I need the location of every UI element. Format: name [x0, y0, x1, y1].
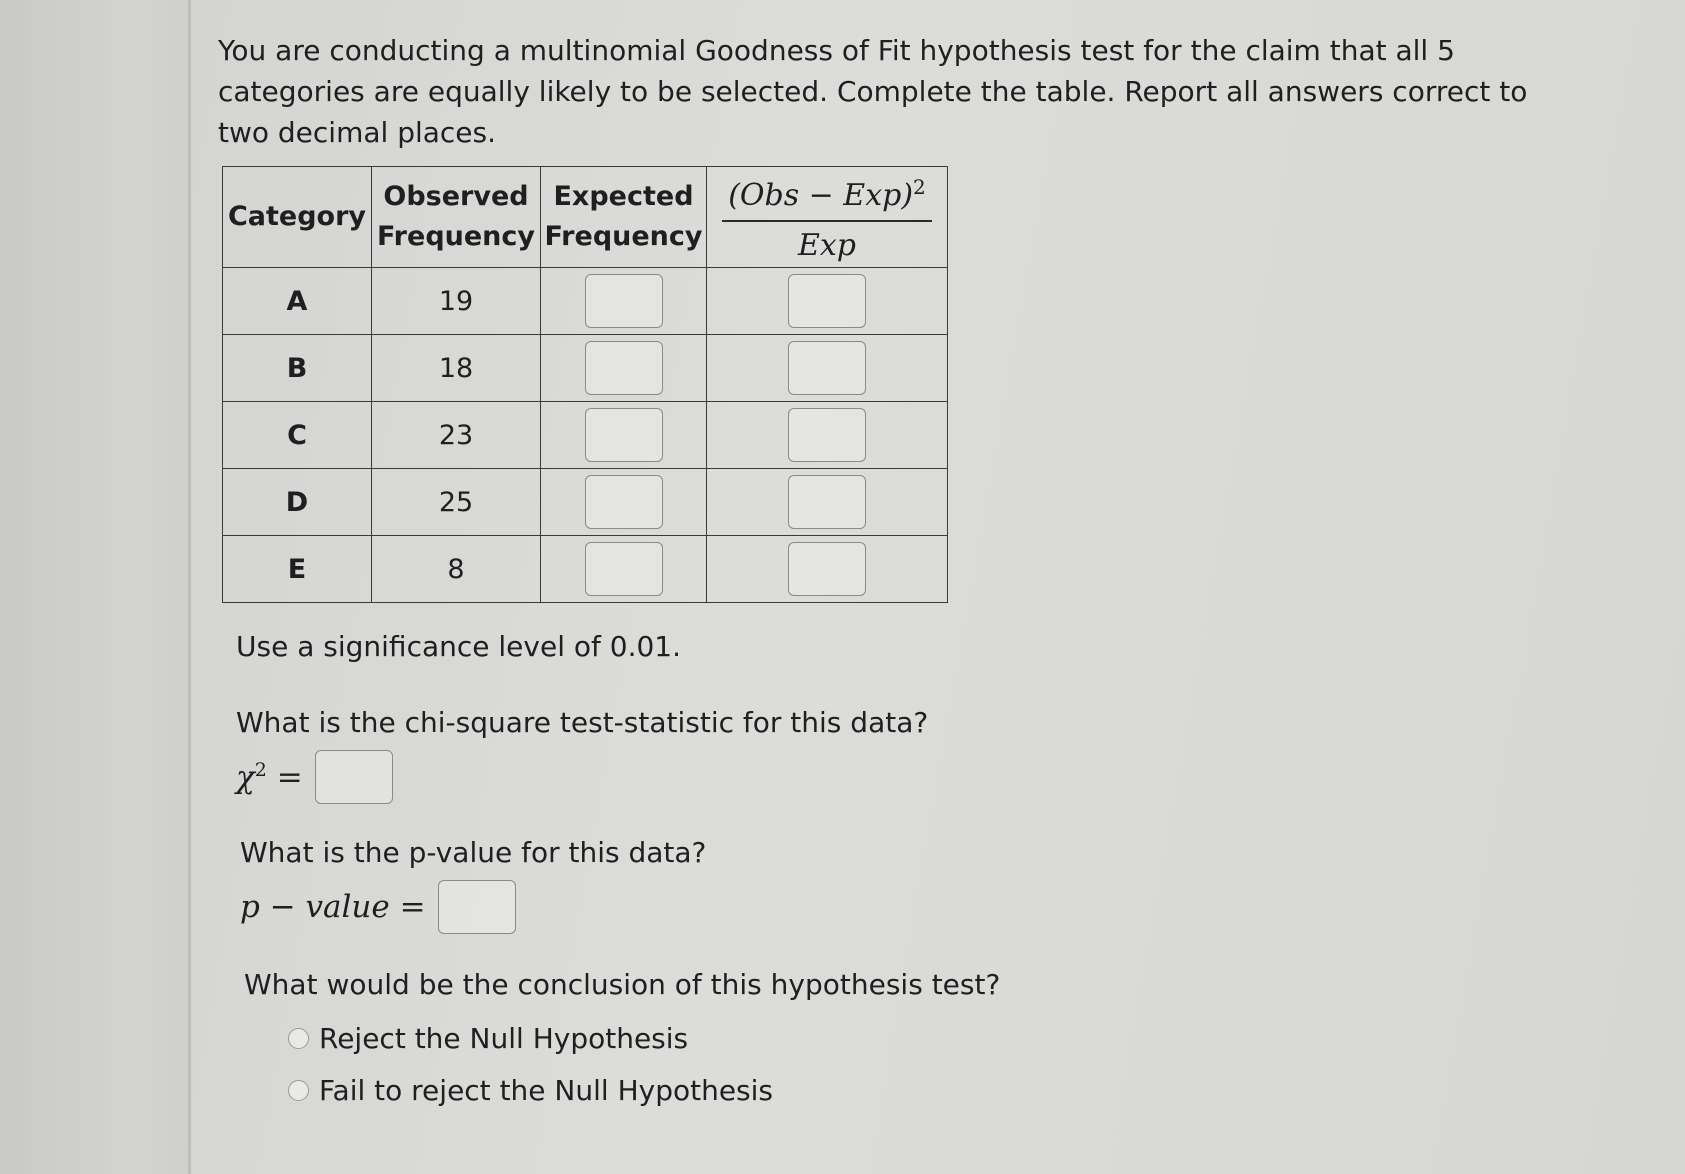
ratio-cell: [707, 402, 948, 469]
p-value-question: What is the p-value for this data?: [240, 836, 707, 869]
table-row: [223, 335, 948, 402]
question-panel: [218, 30, 1598, 1107]
p-value-answer-row: [240, 880, 516, 934]
ratio-cell: [707, 268, 948, 335]
table-row: [223, 268, 948, 335]
ratio-fraction: [722, 167, 932, 266]
ratio-cell: [707, 469, 948, 536]
ratio-numerator-text: (Obs − Exp): [728, 178, 914, 213]
category-cell: C: [223, 402, 372, 469]
bezel-edge: [188, 0, 191, 1174]
chi-square-input[interactable]: [315, 750, 393, 804]
expected-input-b[interactable]: [585, 341, 663, 395]
radio-label-fail-to-reject: Fail to reject the Null Hypothesis: [319, 1074, 774, 1107]
expected-cell: [541, 268, 707, 335]
ratio-exponent: 2: [913, 175, 926, 199]
conclusion-question: What would be the conclusion of this hypothesis test?: [244, 968, 1001, 1001]
observed-cell: 19: [372, 268, 541, 335]
radio-option-fail-to-reject[interactable]: [288, 1074, 773, 1107]
significance-text: Use a significance level of 0.01.: [236, 630, 682, 663]
p-value-label: [240, 889, 426, 925]
chi-square-answer-row: [236, 750, 393, 804]
goodness-of-fit-table: [222, 166, 948, 603]
category-cell: A: [223, 268, 372, 335]
ratio-input-e[interactable]: [788, 542, 866, 596]
header-observed-line2: Frequency: [376, 221, 536, 252]
expected-input-e[interactable]: [585, 542, 663, 596]
chi-square-symbol: [236, 759, 303, 795]
p-value-label-text: p − value: [240, 889, 390, 925]
question-text: You are conducting a multinomial Goodness of Fit hypothesis test for the claim that all 5 categories are equally likely to be selected. Complete the table. Report all answers correct to two decimal places.: [218, 34, 1528, 149]
expected-cell: [541, 335, 707, 402]
ratio-cell: [707, 536, 948, 603]
ratio-cell: [707, 335, 948, 402]
header-category: Category: [223, 167, 372, 268]
ratio-input-a[interactable]: [788, 274, 866, 328]
header-expected: [541, 167, 707, 268]
expected-cell: [541, 402, 707, 469]
expected-input-c[interactable]: [585, 408, 663, 462]
table-header-row: [223, 167, 948, 268]
table-row: [223, 536, 948, 603]
chi-exponent: 2: [254, 758, 267, 781]
table-row: [223, 402, 948, 469]
expected-cell: [541, 469, 707, 536]
chi-symbol: χ: [236, 759, 255, 796]
observed-cell: 25: [372, 469, 541, 536]
ratio-input-c[interactable]: [788, 408, 866, 462]
category-cell: E: [223, 536, 372, 603]
radio-option-reject[interactable]: [288, 1022, 688, 1055]
table-row: [223, 469, 948, 536]
ratio-input-d[interactable]: [788, 475, 866, 529]
ratio-denominator: Exp: [797, 228, 856, 263]
category-cell: B: [223, 335, 372, 402]
chi-square-question: What is the chi-square test-statistic for this data?: [236, 706, 929, 739]
chi-equals: =: [276, 759, 303, 796]
expected-input-a[interactable]: [585, 274, 663, 328]
expected-cell: [541, 536, 707, 603]
p-value-input[interactable]: [438, 880, 516, 934]
radio-button-fail-to-reject[interactable]: [288, 1080, 309, 1101]
header-expected-line1: Expected: [553, 181, 694, 212]
header-expected-line2: Frequency: [544, 221, 703, 252]
header-observed-line1: Observed: [383, 181, 529, 212]
radio-label-reject: Reject the Null Hypothesis: [319, 1022, 689, 1055]
header-observed: [372, 167, 541, 268]
observed-cell: 18: [372, 335, 541, 402]
observed-cell: 23: [372, 402, 541, 469]
radio-button-reject[interactable]: [288, 1028, 309, 1049]
category-cell: D: [223, 469, 372, 536]
p-value-equals: =: [399, 889, 426, 925]
left-bezel: [0, 0, 190, 1174]
ratio-numerator: [722, 167, 932, 222]
observed-cell: 8: [372, 536, 541, 603]
header-ratio: [707, 167, 948, 268]
ratio-input-b[interactable]: [788, 341, 866, 395]
expected-input-d[interactable]: [585, 475, 663, 529]
